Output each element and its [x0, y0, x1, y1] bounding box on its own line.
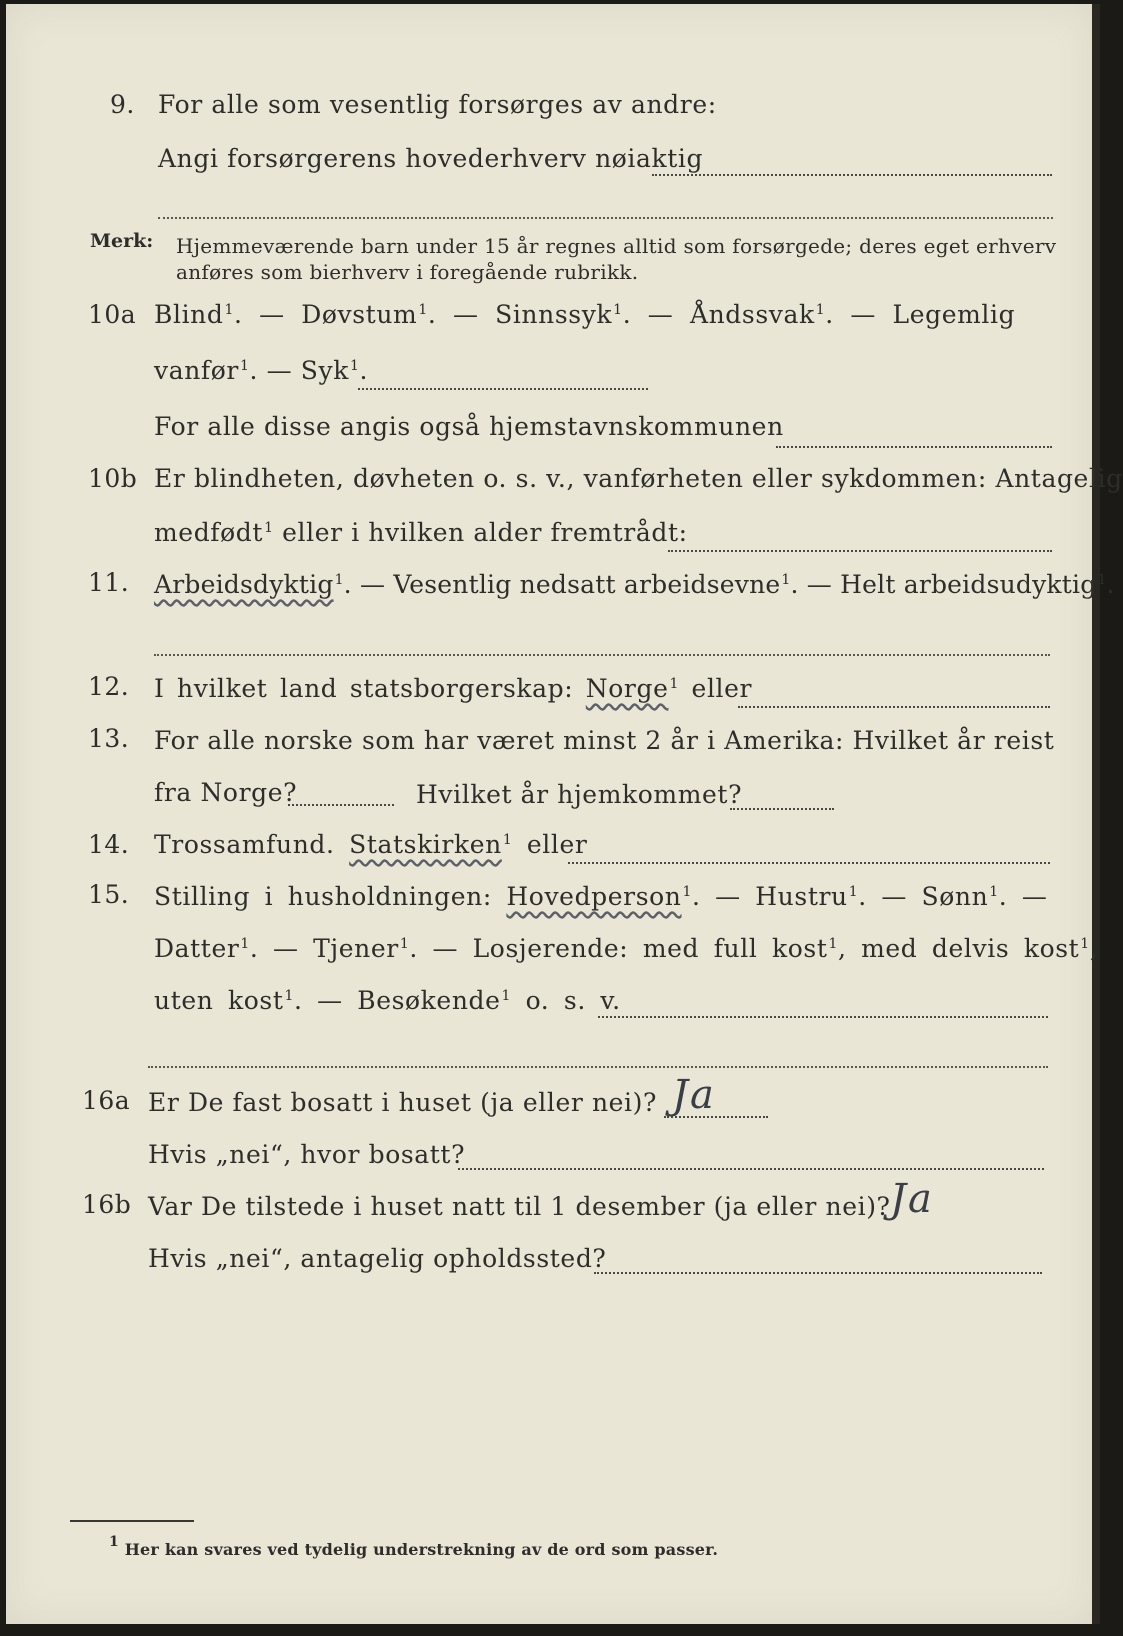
q10a-number: 10a	[88, 300, 137, 329]
q9-answer-field	[652, 174, 1052, 176]
q12-eller: eller	[691, 674, 753, 703]
footnote-rule	[70, 1520, 194, 1522]
merk-label: Merk:	[90, 230, 154, 252]
q12-number: 12.	[88, 672, 130, 701]
q9-line1: For alle som vesentlig forsørges av andre:	[158, 90, 717, 119]
q11-line1: Arbeidsdyktig$^1$. — Vesentlig nedsatt arbeidsevne$^1$. — Helt arbeidsudyktig$^1$.	[154, 570, 1115, 599]
q10b-answer-field	[668, 550, 1052, 552]
q15-number: 15.	[88, 880, 130, 909]
q16b-line1: Var De tilstede i huset natt til 1 desember (ja eller nei)?	[148, 1192, 891, 1221]
q10a-line2: vanfør$^1$. — Syk$^1$.	[154, 356, 369, 385]
q10b-number: 10b	[88, 464, 138, 493]
q15-text: Stilling i husholdningen:	[154, 882, 492, 911]
q15-delvis-kost: med delvis kost	[861, 934, 1080, 963]
q16b-handwritten-answer: Ja	[890, 1176, 934, 1222]
q10a-hjemstavn-field	[776, 446, 1052, 448]
q13-reist-field	[288, 804, 394, 806]
q15-hovedperson: Hovedperson	[506, 882, 682, 911]
q10b-line1: Er blindheten, døvheten o. s. v., vanførheten eller sykdommen: Antagelig	[154, 464, 1123, 493]
q16a-handwritten-answer: Ja	[672, 1072, 716, 1118]
q11-arbeidsdyktig: Arbeidsdyktig	[154, 570, 334, 599]
q15-answer-field	[598, 1016, 1048, 1018]
q10a-dovstum: Døvstum	[301, 300, 418, 329]
q16a-answer-field	[664, 1116, 768, 1118]
q11-helt: Helt arbeidsudyktig	[840, 570, 1097, 599]
q10b-alder: eller i hvilken alder fremtrådt:	[282, 518, 688, 547]
q14-eller: eller	[526, 830, 588, 859]
q15-sonn: Sønn	[921, 882, 989, 911]
q16b-number: 16b	[82, 1190, 132, 1219]
q10a-blind: Blind	[154, 300, 224, 329]
q10a-vanfor: vanfør	[154, 356, 239, 385]
q10a-legemlig: Legemlig	[892, 300, 1016, 329]
q13-hjemkommet-field	[730, 808, 834, 810]
q15-datter: Datter	[154, 934, 240, 963]
q12-text: I hvilket land statsborgerskap:	[154, 674, 574, 703]
q10a-andssvak: Åndssvak	[689, 300, 815, 329]
q14-statskirken: Statskirken	[349, 830, 502, 859]
q15-line1: Stilling i husholdningen: Hovedperson$^1$. — Hustru$^1$. — Sønn$^1$. —	[154, 882, 1048, 911]
q10a-syk: Syk	[300, 356, 349, 385]
q16b-line2: Hvis „nei“, antagelig opholdssted?	[148, 1244, 607, 1273]
q15-full-kost: med full kost	[642, 934, 828, 963]
q15-losjerende: Losjerende:	[472, 934, 629, 963]
census-form-page	[6, 4, 1123, 1624]
q15-hustru: Hustru	[755, 882, 848, 911]
q12-line: I hvilket land statsborgerskap: Norge$^1$ eller	[154, 674, 753, 703]
q15-osv: o. s. v.	[525, 986, 621, 1015]
q14-line: Trossamfund. Statskirken$^1$ eller	[154, 830, 588, 859]
q15-tjener: Tjener	[313, 934, 399, 963]
q16a-bosatt-field	[458, 1168, 1044, 1170]
q10a-sinnssyk: Sinnssyk	[495, 300, 613, 329]
q13-fra-norge: fra Norge?	[154, 778, 298, 807]
footnote-text: Her kan svares ved tydelig understrekning av de ord som passer.	[124, 1540, 719, 1559]
footnote	[108, 1534, 718, 1559]
q10a-answer-field	[358, 388, 648, 390]
page-edge	[1092, 4, 1100, 1624]
q16b-opholdssted-field	[594, 1272, 1042, 1274]
q11-number: 11.	[88, 568, 130, 597]
q11-vesentlig: Vesentlig nedsatt arbeidsevne	[393, 570, 781, 599]
q15-answer-field-2	[148, 1066, 1048, 1068]
q9-line2: Angi forsørgerens hovederhverv nøiaktig	[158, 144, 704, 173]
q9-number: 9.	[110, 90, 135, 119]
q10a-line3: For alle disse angis også hjemstavnskommunen	[154, 412, 784, 441]
q14-text: Trossamfund.	[154, 830, 335, 859]
q15-besokende: Besøkende	[357, 986, 501, 1015]
q12-answer-field	[738, 706, 1050, 708]
q13-number: 13.	[88, 724, 130, 753]
q9-answer-field-2	[158, 217, 1053, 219]
merk-line1: Hjemmeværende barn under 15 år regnes alltid som forsørgede; deres eget erhverv	[176, 234, 1057, 258]
q16a-number: 16a	[82, 1086, 131, 1115]
q13-hjemkommet: Hvilket år hjemkommet?	[416, 780, 743, 809]
q16a-line1: Er De fast bosatt i huset (ja eller nei)?	[148, 1088, 657, 1117]
q16a-line2: Hvis „nei“, hvor bosatt?	[148, 1140, 466, 1169]
q10b-line2: medfødt$^1$ eller i hvilken alder fremtrådt:	[154, 518, 688, 547]
q13-line1: For alle norske som har været minst 2 år i Amerika: Hvilket år reist	[154, 726, 1055, 755]
merk-line2: anføres som bierhverv i foregående rubrikk.	[176, 260, 639, 284]
q10a-line1: Blind$^1$. — Døvstum$^1$. — Sinnssyk$^1$. — Åndssvak$^1$. — Legemlig	[154, 300, 1016, 329]
q15-line3: uten kost$^1$. — Besøkende$^1$ o. s. v.	[154, 986, 621, 1015]
q12-norge: Norge	[585, 674, 669, 703]
q14-answer-field	[568, 862, 1050, 864]
q14-number: 14.	[88, 830, 130, 859]
footnote-mark: 1	[109, 1534, 119, 1550]
q15-line2: Datter$^1$. — Tjener$^1$. — Losjerende: med full kost$^1$, med delvis kost$^1$,	[154, 934, 1099, 963]
q10b-medfodt: medfødt	[154, 518, 264, 547]
q15-uten-kost: uten kost	[154, 986, 284, 1015]
q11-answer-field	[154, 654, 1050, 656]
